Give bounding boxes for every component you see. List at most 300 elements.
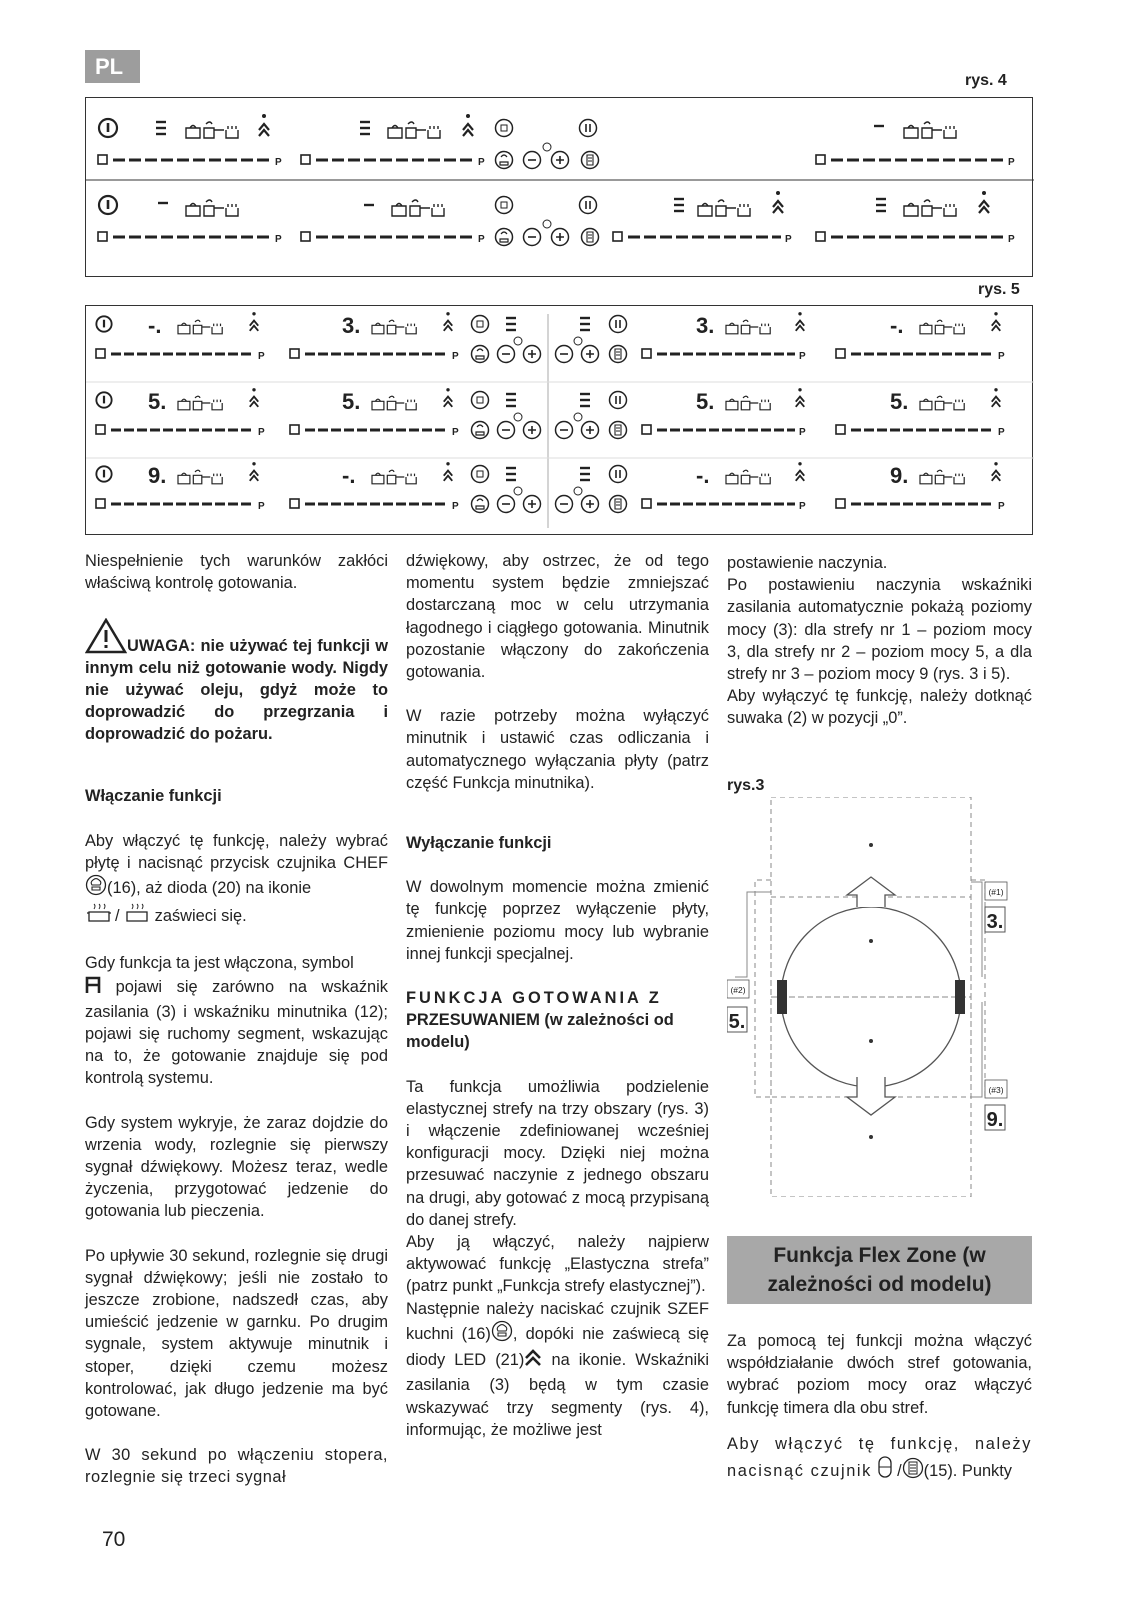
slider-p-label: P [452, 427, 459, 438]
timer-icon [514, 413, 522, 421]
pan-icon [935, 320, 952, 334]
pause-icon-ring [580, 197, 597, 214]
slider-p-label: P [258, 501, 265, 512]
chevron-shape [444, 471, 453, 481]
minus-icon [556, 422, 573, 439]
bridge-icon-ring [610, 496, 627, 513]
pot-icon [372, 473, 384, 484]
text-run: (16), aż dioda (20) na ikonie [107, 879, 312, 898]
lock-indicator [506, 318, 516, 330]
chef-icon-ring [472, 346, 489, 363]
pan-icon [935, 470, 952, 484]
section-heading: Włączanie funkcji [85, 787, 222, 806]
slide-chevron-icon [259, 114, 269, 136]
power-level-digit: -. [148, 313, 162, 338]
plus-cross [528, 500, 536, 508]
steam-icon [406, 474, 416, 484]
lock-icon [496, 197, 513, 214]
pot-icon [920, 323, 932, 334]
lock-indicator [674, 199, 684, 211]
chevron-dot [776, 191, 780, 195]
bridge-icon [610, 346, 627, 363]
warning-word: UWAGA: [127, 637, 196, 656]
pan-icon [922, 122, 942, 138]
slider-zero-box [836, 349, 845, 358]
pause-icon [580, 197, 597, 214]
power-slider [290, 349, 459, 362]
page-number: 70 [102, 1528, 126, 1551]
paragraph: W dowolnym momencie można zmienić tę funkcję poprzez wyłączenie płyty, zmienienie poziomu mocy lub wybranie innej funkcji specjalnej. [406, 878, 709, 963]
paragraph: Po postawieniu naczynia wskaźniki zasilania automatycznie pokażą poziomy mocy (3): dla strefy nr 1 – poziom mocy 3, dla strefy nr 2 – poziom mocy 5, a dla strefy nr 3 – poziom mocy 9 (rys. 3 i 5). [727, 576, 1032, 684]
timer-icon [514, 487, 522, 495]
slide-chevron-icon [444, 388, 453, 407]
steam-icon [212, 324, 222, 334]
plus-cross [586, 350, 594, 358]
pause-icon [610, 466, 627, 483]
slider-p-label: P [785, 234, 792, 245]
pot-icon [920, 399, 932, 410]
bridge-zone-icon [902, 1457, 924, 1485]
timer-icon [543, 143, 551, 151]
paragraph: Aby ją włączyć, należy najpierw aktywować funkcję „Elastyczna strefa” (patrz punkt „Funkcja strefy elastycznej”). [406, 1233, 709, 1296]
bridge-icon [582, 229, 599, 246]
slide-chevron-icon [979, 191, 989, 213]
cookware-icons [186, 200, 238, 216]
bridge-inner [615, 349, 621, 359]
power-level-digit: 5. [696, 389, 715, 414]
text-run: zaświeci się. [154, 907, 247, 926]
power-icon [96, 316, 111, 331]
slider-zero-box [642, 499, 651, 508]
chevron-shape [796, 321, 805, 331]
power-slider [642, 425, 806, 438]
paragraph: dźwiękowy, aby ostrzec, że od tego momentu system będzie zmniejszać dostarczaną moc w celu utrzymania łagodnego i ciągłego gotowania. Minutnik pozostanie włączony do zakończenia gotowania. [406, 552, 709, 682]
chef-hat [476, 499, 484, 509]
power-slider [98, 155, 282, 168]
chevron-shape [250, 471, 259, 481]
lock-indicator [506, 394, 516, 406]
chevron-dot [262, 114, 266, 118]
chevron-shape [444, 397, 453, 407]
power-slider [816, 232, 1015, 245]
steam-icon [212, 400, 222, 410]
flex-zone-diagram [727, 797, 1032, 1202]
pause-icon [610, 316, 627, 333]
heading-line: PRZESUWANIEM (w zależności od modelu) [406, 1011, 674, 1052]
timer-icon [543, 220, 551, 228]
plus-cross [528, 350, 536, 358]
steam-icon [760, 474, 770, 484]
pot-icon [372, 323, 384, 334]
slide-chevron-icon [524, 1348, 542, 1374]
slide-chevron-icon [250, 312, 259, 331]
pan-icon [406, 122, 426, 138]
paragraph: Aby włączyć tę funkcję, należy wybrać płytę i nacisnąć przycisk czujnika CHEF(16), aż dioda (20) na ikonie / zaświeci się. [85, 830, 388, 931]
slider-zero-box [301, 155, 310, 164]
power-slider [816, 155, 1015, 168]
pot-icon [920, 473, 932, 484]
pan-icon [193, 396, 210, 410]
paragraph: postawienie naczynia. [727, 554, 888, 572]
pan-icon [387, 396, 404, 410]
pot-icon [178, 473, 190, 484]
text-run: (15). Punkty [923, 1462, 1013, 1481]
power-level-digit: 5. [342, 389, 361, 414]
slider-p-label: P [799, 501, 806, 512]
chevron-dot [994, 462, 997, 465]
power-slider [301, 155, 485, 168]
steam-icon [226, 126, 238, 138]
plus-icon [524, 346, 541, 363]
figure-4-label: rys. 4 [965, 72, 1007, 89]
paragraph [406, 1298, 709, 1441]
pause-icon [580, 120, 597, 137]
minus-icon [524, 152, 541, 169]
slider-p-label: P [452, 501, 459, 512]
slider-p-label: P [998, 351, 1005, 362]
steam-icon [406, 400, 416, 410]
slider-p-label: P [1008, 234, 1015, 245]
power-icon [99, 196, 117, 214]
zone-2-digit: 5. [728, 1011, 746, 1033]
steam-icon [760, 400, 770, 410]
pot-icon [372, 399, 384, 410]
pan-icon [193, 320, 210, 334]
chef-icon-ring [472, 496, 489, 513]
slider-p-label: P [452, 351, 459, 362]
slider-p-label: P [998, 427, 1005, 438]
pan-icon [741, 470, 758, 484]
warning-triangle-icon [85, 637, 127, 655]
steam-icon [954, 474, 964, 484]
plus-cross [556, 156, 564, 164]
plus-cross [586, 500, 594, 508]
plus-icon [524, 496, 541, 513]
slider-p-label: P [258, 427, 265, 438]
timer-icon [574, 337, 582, 345]
chef-sensor-icon [491, 1320, 513, 1348]
bridge-icon [582, 152, 599, 169]
control-panel-diagram-5 [86, 306, 1034, 536]
pot-icon [904, 204, 918, 217]
slide-chevron-icon [444, 312, 453, 331]
bridge-icon [610, 496, 627, 513]
lock-icon-ring [496, 197, 513, 214]
text-column-3-lower [727, 1330, 1032, 1485]
slide-chevron-icon [992, 462, 1001, 481]
chevron-shape [444, 321, 453, 331]
pan-icon [741, 396, 758, 410]
chevron-shape [992, 321, 1001, 331]
cookware-icons [178, 320, 222, 334]
power-slider [836, 349, 1005, 362]
power-level-digit: 3. [342, 313, 361, 338]
text-run: Gdy funkcja ta jest włączona, symbol [85, 954, 354, 973]
bridge-inner [587, 232, 593, 242]
lock-icon [472, 316, 489, 333]
chevron-dot [252, 462, 255, 465]
pause-bars [586, 124, 590, 132]
pot-icon [388, 126, 402, 139]
slide-chevron-icon [773, 191, 783, 213]
lock-indicator [580, 318, 590, 330]
chevron-shape [773, 201, 783, 213]
power-slider [290, 499, 459, 512]
power-slider [642, 349, 806, 362]
chevron-shape [250, 321, 259, 331]
power-level-digit: 5. [890, 389, 909, 414]
pan-icon [204, 200, 224, 216]
slide-chevron-icon [796, 462, 805, 481]
plus-cross [556, 233, 564, 241]
chevron-dot [798, 312, 801, 315]
chevron-shape [250, 397, 259, 407]
chef-icon [472, 496, 489, 513]
power-level-digit: -. [696, 463, 710, 488]
pot-steam-icon [124, 902, 150, 930]
lock-indicator [580, 468, 590, 480]
pan-icon [387, 320, 404, 334]
slide-chevron-icon [796, 388, 805, 407]
cookware-icons [904, 122, 956, 138]
power-level-digit: 5. [148, 389, 167, 414]
pan-icon [387, 470, 404, 484]
slider-zero-box [613, 232, 622, 241]
minus-icon [498, 496, 515, 513]
lock-icon [496, 120, 513, 137]
steam-icon [954, 324, 964, 334]
warning-paragraph [85, 618, 388, 745]
steam-icon [432, 204, 444, 216]
chevron-shape [992, 471, 1001, 481]
slider-p-label: P [799, 427, 806, 438]
slider-zero-box [816, 155, 825, 164]
steam-icon [428, 126, 440, 138]
text-run: pojawi się zarówno na wskaźnik zasilania (3) i wskaźniku minutnika (12); pojawi się ruchomy segment, wskazując na to, że gotowanie znajduje się pod kontrolą systemu. [85, 977, 389, 1088]
chef-hat [500, 155, 508, 165]
flex-zone-sensor-icon [877, 1455, 893, 1485]
bridge-icon-ring [610, 422, 627, 439]
slide-chevron-icon [250, 462, 259, 481]
chevron-shape [796, 471, 805, 481]
pot-icon [178, 399, 190, 410]
lock-indicator [156, 122, 166, 134]
cookware-icons [186, 122, 238, 138]
pause-bars [616, 320, 620, 328]
lock-body [477, 471, 483, 477]
pot-icon [186, 204, 200, 217]
timer-icon [574, 413, 582, 421]
bridge-icon [610, 422, 627, 439]
slider-p-label: P [275, 234, 282, 245]
pot-icon [186, 126, 200, 139]
power-slider [96, 499, 265, 512]
pan-icon [204, 122, 224, 138]
chevron-shape [796, 397, 805, 407]
chevron-dot [994, 312, 997, 315]
figure-4-panel [85, 97, 1033, 277]
chevron-shape [979, 201, 989, 213]
pot-icon [698, 204, 712, 217]
chevron-dot [466, 114, 470, 118]
text-column-1 [85, 550, 388, 1489]
plus-cross [528, 426, 536, 434]
chevron-dot [798, 462, 801, 465]
zone-3-label: (#3) [988, 1085, 1004, 1095]
steam-icon [212, 474, 222, 484]
chef-hat [476, 349, 484, 359]
lock-icon [472, 392, 489, 409]
steam-icon [226, 204, 238, 216]
cookware-icons [388, 122, 440, 138]
power-slider [96, 425, 265, 438]
slider-p-label: P [478, 234, 485, 245]
chevron-dot [252, 388, 255, 391]
lock-body [501, 202, 507, 208]
pause-icon-ring [610, 316, 627, 333]
bridge-inner [587, 155, 593, 165]
minus-icon [524, 229, 541, 246]
steam-icon [944, 126, 956, 138]
power-slider [290, 425, 459, 438]
paragraph: Gdy system wykryje, że zaraz dojdzie do wrzenia wody, rozlegnie się pierwszy sygnał dźwiękowy. Możesz teraz, wedle życzenia, przygotować jedzenie do gotowania lub pieczenia. [85, 1113, 388, 1221]
slider-zero-box [96, 349, 105, 358]
power-slider [642, 499, 806, 512]
bridge-inner [615, 499, 621, 509]
slider-p-label: P [478, 157, 485, 168]
cookware-icons [372, 320, 416, 334]
paragraph: Aby wyłączyć tę funkcję, należy dotknąć suwaka (2) w pozycji „0”. [727, 687, 1032, 728]
slider-p-label: P [258, 351, 265, 362]
slider-p-label: P [799, 351, 806, 362]
pause-icon-ring [580, 120, 597, 137]
chevron-dot [798, 388, 801, 391]
pot-icon [178, 323, 190, 334]
pan-icon [935, 396, 952, 410]
power-icon [96, 392, 111, 407]
cookware-icons [920, 470, 964, 484]
pause-bars [616, 470, 620, 478]
timer-icon [574, 487, 582, 495]
slide-chevron-icon [992, 388, 1001, 407]
slider-p-label: P [275, 157, 282, 168]
power-slider [613, 232, 792, 245]
chevron-dot [252, 312, 255, 315]
text-run: , dopóki nie zaświecą się diody LED (21) [406, 1324, 709, 1370]
chef-icon [472, 422, 489, 439]
pause-bars [616, 396, 620, 404]
chef-icon-ring [496, 229, 513, 246]
power-level-digit: 9. [148, 463, 167, 488]
slider-zero-box [96, 425, 105, 434]
pan-icon [922, 200, 942, 216]
pot-icon [726, 473, 738, 484]
power-icon [99, 119, 117, 137]
slider-zero-box [642, 425, 651, 434]
slider-p-label: P [998, 501, 1005, 512]
section-heading [406, 987, 709, 1054]
figure-5-panel [85, 305, 1033, 535]
cookware-icons [726, 470, 770, 484]
slider-zero-box [290, 349, 299, 358]
slider-zero-box [96, 499, 105, 508]
lock-body [477, 397, 483, 403]
plus-icon [552, 229, 569, 246]
bridge-icon-ring [582, 152, 599, 169]
chevron-shape [463, 124, 473, 136]
chef-hat [500, 232, 508, 242]
paragraph [85, 952, 388, 1089]
slide-chevron-icon [463, 114, 473, 136]
pan-icon [410, 200, 430, 216]
slider-p-label: P [1008, 157, 1015, 168]
bridge-inner [615, 425, 621, 435]
pot-icon [904, 126, 918, 139]
lock-icon-ring [472, 392, 489, 409]
slide-chevron-icon [796, 312, 805, 331]
lock-indicator [506, 468, 516, 480]
cookware-icons [904, 200, 956, 216]
pan-icon [741, 320, 758, 334]
chef-icon [496, 152, 513, 169]
slider-zero-box [836, 425, 845, 434]
chevron-shape [992, 397, 1001, 407]
chef-sensor-icon [85, 874, 107, 902]
power-slider [96, 349, 265, 362]
text-column-2 [406, 550, 709, 1441]
chevron-dot [446, 388, 449, 391]
paragraph: W 30 sekund po włączeniu stopera, rozlegnie się trzeci sygnał [85, 1446, 388, 1487]
chef-icon-ring [496, 152, 513, 169]
bridge-icon-ring [582, 229, 599, 246]
lock-body [501, 125, 507, 131]
pot-icon [726, 323, 738, 334]
slider-zero-box [98, 232, 107, 241]
slide-chevron-icon [992, 312, 1001, 331]
plus-icon [582, 496, 599, 513]
pause-icon-ring [610, 466, 627, 483]
pause-bars [586, 201, 590, 209]
paragraph: W razie potrzeby można wyłączyć minutnik i ustawić czas odliczania i automatycznego wyłączania płyty (patrz część Funkcja minutnika). [406, 707, 709, 792]
text-run: Aby włączyć tę funkcję, należy nacisnąć czujnik [727, 1434, 1032, 1481]
lock-indicator [360, 122, 370, 134]
figure-5-label: rys. 5 [978, 281, 1020, 298]
minus-icon [556, 496, 573, 513]
minus-icon [498, 422, 515, 439]
cookware-icons [920, 396, 964, 410]
cookware-icons [920, 320, 964, 334]
lock-icon [472, 466, 489, 483]
chevron-dot [994, 388, 997, 391]
zone-2-label: (#2) [730, 985, 746, 995]
chevron-shape [259, 124, 269, 136]
cookware-icons [178, 470, 222, 484]
chef-icon [496, 229, 513, 246]
cookware-icons [372, 396, 416, 410]
paragraph: Ta funkcja umożliwia podzielenie elastycznej strefy na trzy obszary (rys. 3) i włączenie zdefiniowanej wcześniej konfiguracji mocy. Dzięki niej można przesuwać naczynie z jednego obszaru na drugi, aby gotować z mocą przypisaną do danej strefy. [406, 1077, 709, 1229]
lock-icon-ring [472, 466, 489, 483]
text-run: / [897, 1462, 902, 1481]
paragraph: Niespełnienie tych warunków zakłóci właściwą kontrolę gotowania. [85, 552, 388, 593]
plus-icon [582, 346, 599, 363]
heading-line: FUNKCJA GOTOWANIA Z [406, 989, 662, 1008]
steam-icon [406, 324, 416, 334]
power-level-digit: -. [890, 313, 904, 338]
lock-icon-ring [472, 316, 489, 333]
paragraph: Za pomocą tej funkcji można włączyć współdziałanie dwóch stref gotowania, wybrać poziom mocy oraz włączyć funkcję timera dla obu stref. [727, 1332, 1032, 1417]
power-level-digit: -. [342, 463, 356, 488]
plus-icon [552, 152, 569, 169]
